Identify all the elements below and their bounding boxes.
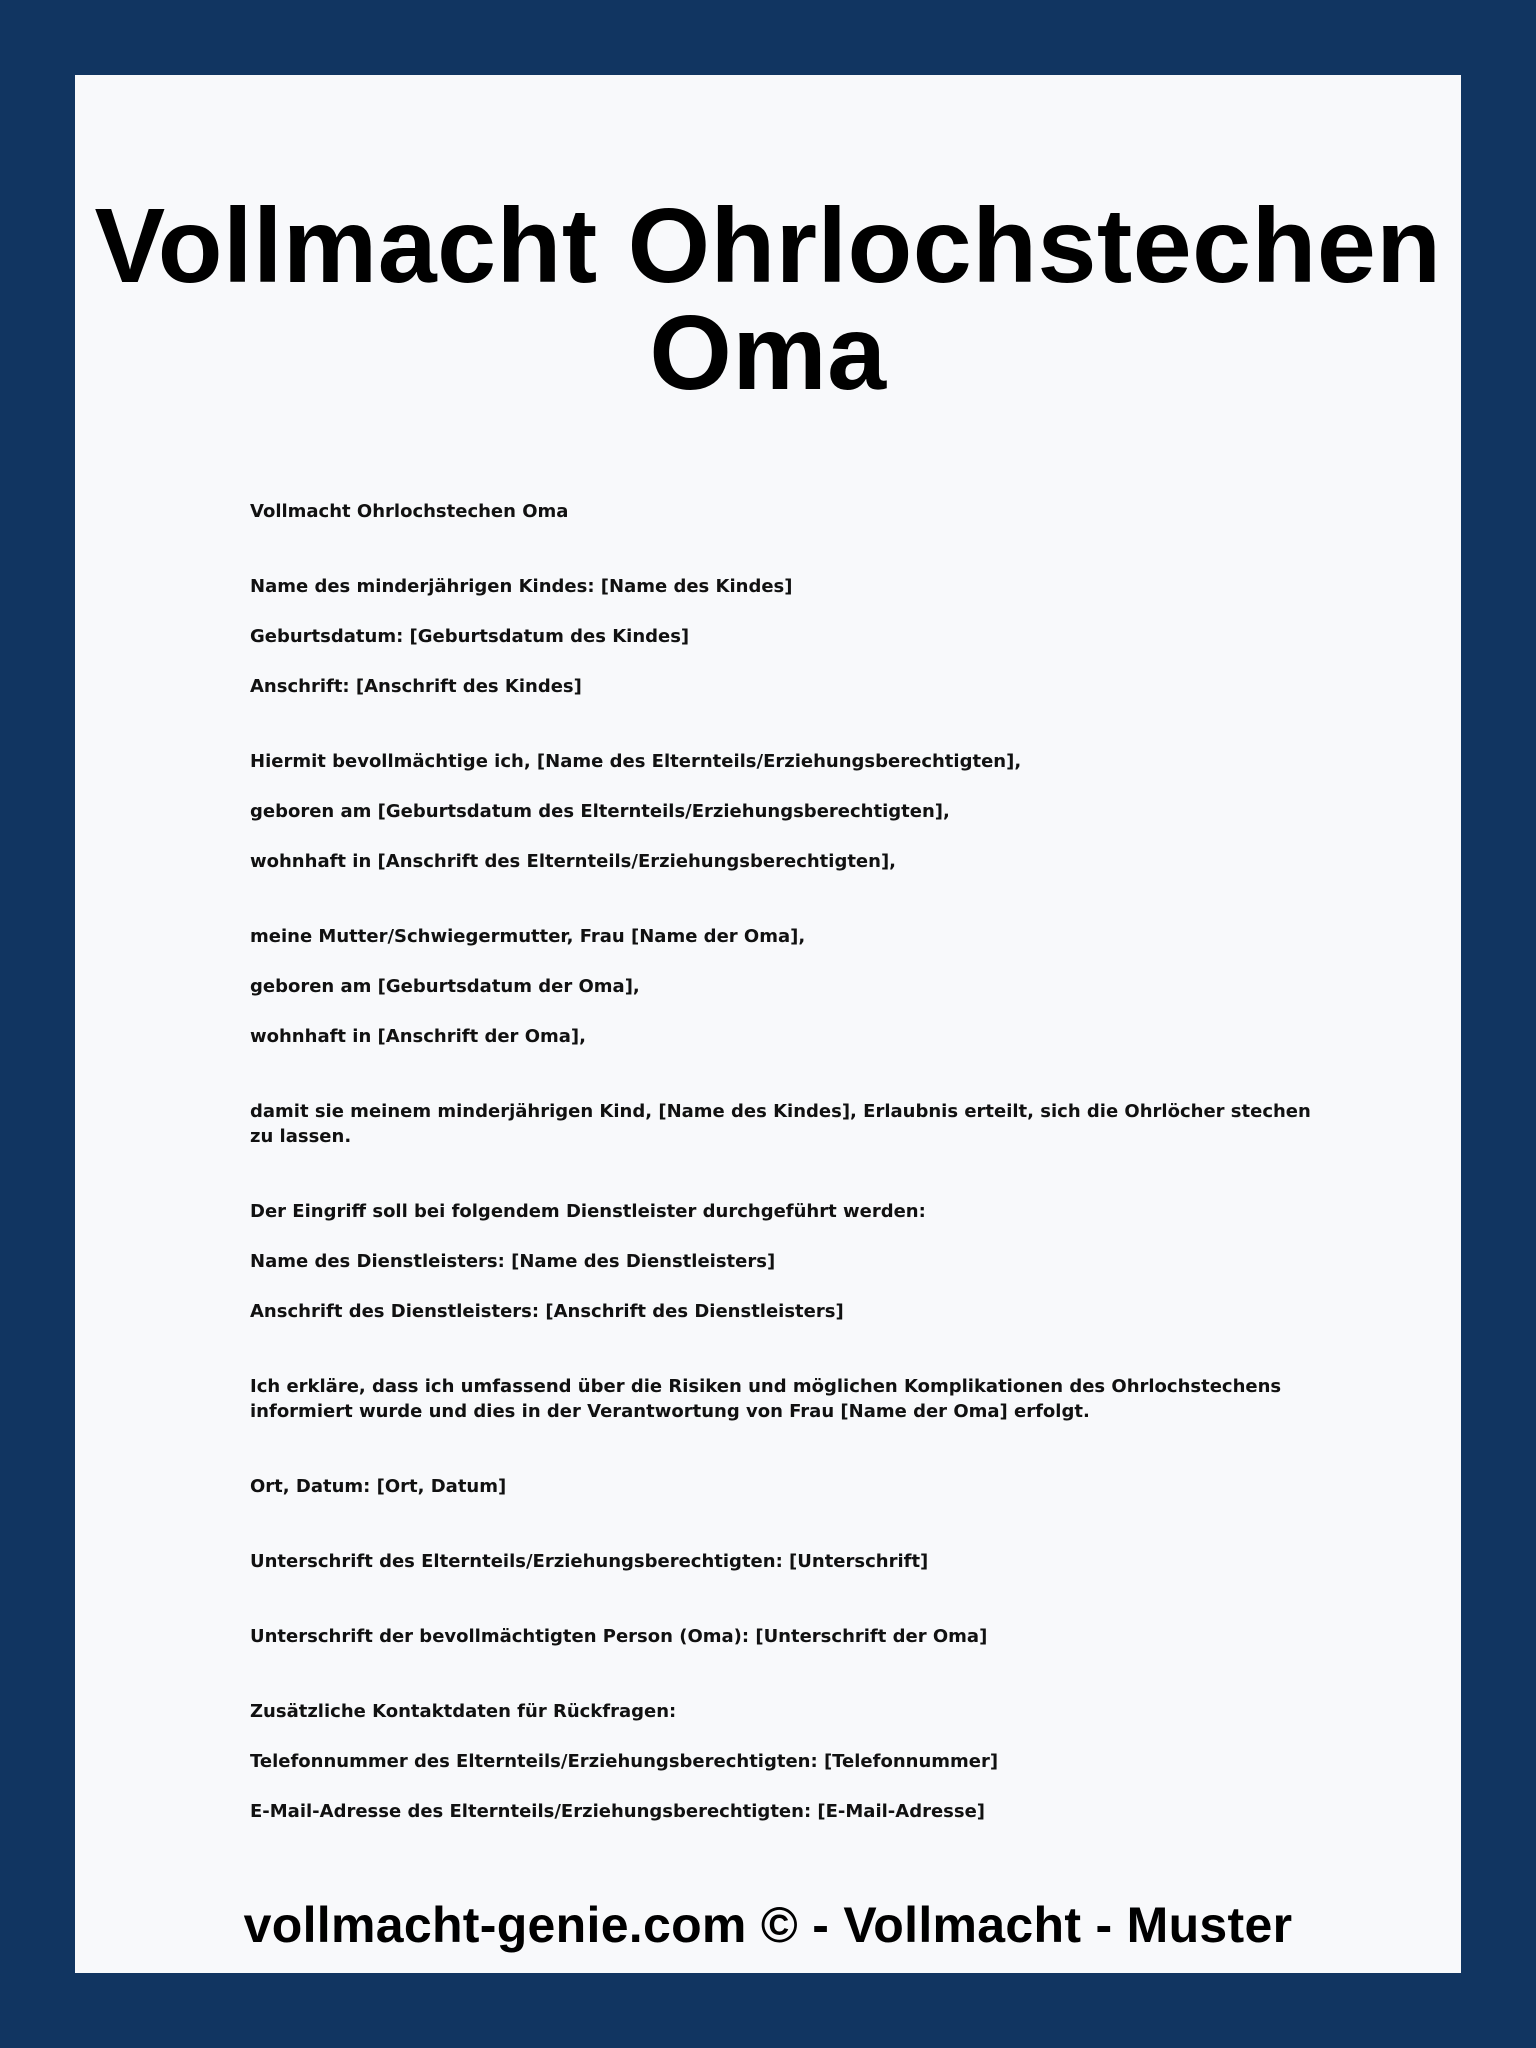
grandma-birthdate-line: geboren am [Geburtsdatum der Oma],	[250, 976, 640, 997]
parent-address-line: wohnhaft in [Anschrift des Elternteils/Erziehungsberechtigten],	[250, 851, 897, 872]
grandma-name-line: meine Mutter/Schwiegermutter, Frau [Name der Oma],	[250, 926, 806, 947]
grandma-address-line: wohnhaft in [Anschrift der Oma],	[250, 1026, 586, 1047]
document-page	[75, 75, 1461, 1973]
contact-phone-line: Telefonnummer des Elternteils/Erziehungsberechtigten: [Telefonnummer]	[250, 1751, 999, 1772]
child-address-line: Anschrift: [Anschrift des Kindes]	[250, 676, 582, 697]
document-title: Vollmacht Ohrlochstechen Oma	[94, 187, 1442, 412]
footer-watermark: vollmacht-genie.com © - Vollmacht - Muster	[243, 1897, 1293, 1953]
contact-intro-line: Zusätzliche Kontaktdaten für Rückfragen:	[250, 1701, 677, 1722]
contact-email-line: E-Mail-Adresse des Elternteils/Erziehungsberechtigten: [E-Mail-Adresse]	[250, 1801, 986, 1822]
provider-intro-line: Der Eingriff soll bei folgendem Dienstleister durchgeführt werden:	[250, 1201, 926, 1222]
parent-intro-line: Hiermit bevollmächtige ich, [Name des Elternteils/Erziehungsberechtigten],	[250, 751, 1022, 772]
place-date-line: Ort, Datum: [Ort, Datum]	[250, 1476, 507, 1497]
provider-address-line: Anschrift des Dienstleisters: [Anschrift des Dienstleisters]	[250, 1301, 844, 1322]
declaration-paragraph: Ich erkläre, dass ich umfassend über die Risiken und möglichen Komplikationen des Ohrlochstechens informiert wurde und dies in der Verantwortung von Frau [Name der Oma] erfolgt.	[250, 1376, 1282, 1422]
grandma-signature-line: Unterschrift der bevollmächtigten Person (Oma): [Unterschrift der Oma]	[250, 1626, 988, 1647]
child-name-line: Name des minderjährigen Kindes: [Name des Kindes]	[250, 576, 793, 597]
purpose-paragraph: damit sie meinem minderjährigen Kind, [Name des Kindes], Erlaubnis erteilt, sich die Ohrlöcher stechen zu lassen.	[250, 1101, 1311, 1147]
parent-signature-line: Unterschrift des Elternteils/Erziehungsberechtigten: [Unterschrift]	[250, 1551, 929, 1572]
child-birthdate-line: Geburtsdatum: [Geburtsdatum des Kindes]	[250, 626, 690, 647]
parent-birthdate-line: geboren am [Geburtsdatum des Elternteils/Erziehungsberechtigten],	[250, 801, 950, 822]
provider-name-line: Name des Dienstleisters: [Name des Dienstleisters]	[250, 1251, 776, 1272]
document-subheading: Vollmacht Ohrlochstechen Oma	[250, 501, 569, 522]
